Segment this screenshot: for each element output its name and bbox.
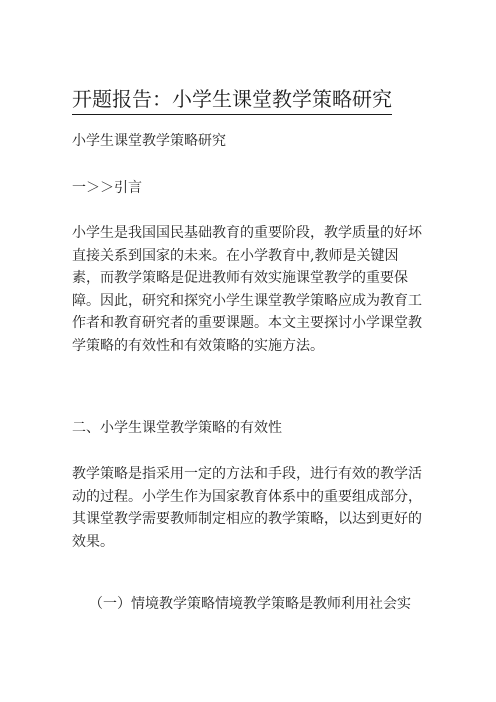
document-subtitle: 小学生课堂教学策略研究 xyxy=(72,133,226,149)
document-title: 开题报告：小学生课堂教学策略研究 xyxy=(72,84,392,115)
effectiveness-paragraph: 教学策略是指采用一定的方法和手段，进行有效的教学活动的过程。小学生作为国家教育体系中的重要组成部分，其课堂教学需要教师制定相应的教学策略，以达到更好的效果。 xyxy=(72,466,422,550)
subsection-situational-teaching: （一）情境教学策略情境教学策略是教师利用社会实 xyxy=(89,596,411,612)
section-heading-introduction: 一＞＞引言 xyxy=(72,180,142,196)
introduction-paragraph: 小学生是我国国民基础教育的重要阶段，教学质量的好坏直接关系到国家的未来。在小学教育中,教师是关键因素，而教学策略是促进教师有效实施课堂教学的重要保障。因此，研究和探究小学生课堂教学策略应成为教育工作者和教育研究者的重要课题。本文主要探讨小学课堂教学策略的有效性和有效策略的实施方法。 xyxy=(72,225,422,354)
section-heading-effectiveness: 二、小学生课堂教学策略的有效性 xyxy=(72,420,282,436)
